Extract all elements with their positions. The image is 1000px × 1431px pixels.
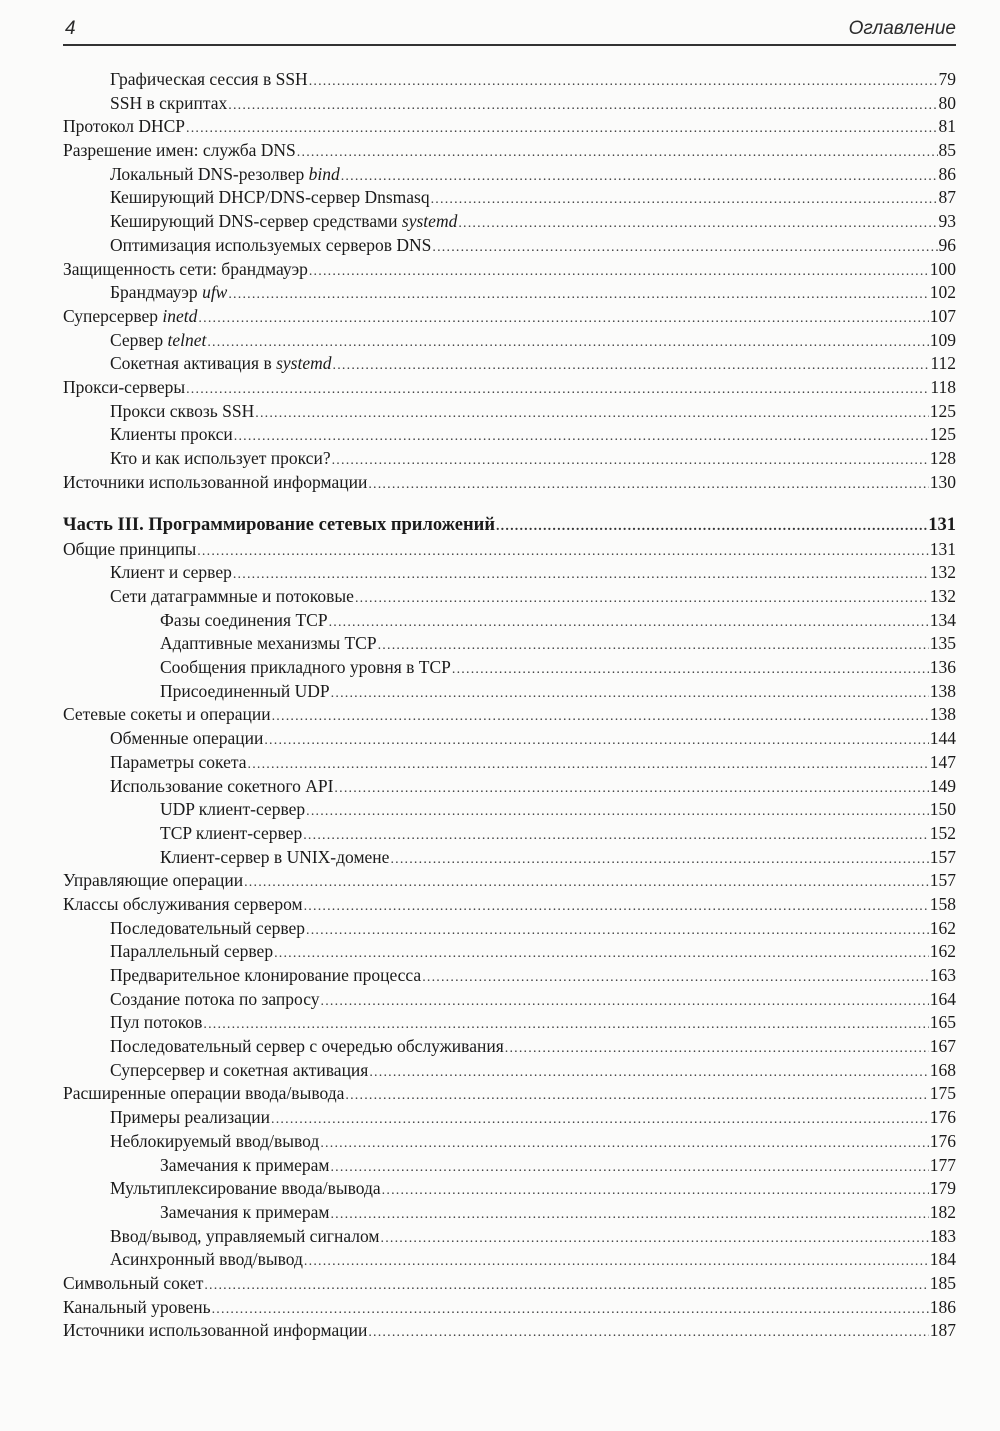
toc-entry[interactable] [63,139,956,163]
dot-leader [203,1013,928,1035]
toc-entry-title: Мультиплексирование ввода/вывода [110,1178,381,1199]
dot-leader [244,871,929,893]
dot-leader [496,515,927,538]
dot-leader [234,425,929,447]
toc-page-number: 135 [929,633,956,654]
toc-page-number: 138 [929,680,956,701]
toc-page-number: 131 [929,538,956,559]
dot-leader [382,1179,929,1201]
toc-entry[interactable] [63,1177,956,1201]
toc-page-number: 176 [929,1130,956,1151]
toc-entry[interactable] [63,281,956,305]
toc-entry[interactable] [63,376,956,400]
dot-leader [345,1084,928,1106]
dot-leader [369,1061,928,1083]
dot-leader [271,1108,929,1130]
toc-entry-title: Оптимизация используемых серверов DNS [110,234,432,255]
toc-page-number: 86 [938,163,956,184]
toc-entry-title: Расширенные операции ввода/вывода [63,1083,345,1104]
toc-entry[interactable] [63,1272,956,1296]
dot-leader [309,260,929,282]
section-title: Оглавление [848,18,956,39]
dot-leader [432,236,937,258]
toc-page-number: 150 [929,799,956,820]
toc-entry[interactable] [63,1225,956,1249]
toc-entry-title: Кто и как использует прокси? [110,448,331,468]
toc-entry[interactable] [63,609,956,633]
toc-page-number: 107 [929,305,956,326]
toc-page-number: 125 [929,400,956,421]
toc-entry-title: Источники использованной информации [63,471,368,492]
toc-entry-title: Последовательный сервер с очередью обслуживания [110,1036,504,1057]
toc-entry-title: Сетевые сокеты и операции [63,704,271,725]
toc-page-number: 175 [929,1083,956,1104]
dot-leader [304,895,929,917]
toc-page-number: 157 [929,846,956,867]
toc-entry-title: Сокетная активация в systemd [110,353,332,374]
toc-page-number: 85 [938,140,956,161]
toc-entry-title: Клиенты прокси [110,424,233,445]
toc-entry[interactable] [63,423,956,447]
dot-leader [422,966,929,988]
dot-leader [330,1203,928,1225]
toc-entry[interactable] [63,1035,956,1059]
toc-page-number: 112 [930,353,956,374]
toc-entry-title: Замечания к примерам [160,1154,330,1175]
toc-entry-title: Общие принципы [63,538,197,559]
toc-page-number: 149 [929,775,956,796]
toc-entry-title: Графическая сессия в SSH [110,69,308,89]
dot-leader [333,354,930,376]
dot-leader [458,212,937,234]
toc-entry-title: Использование сокетного API [110,775,334,796]
toc-page-number: 187 [929,1320,956,1341]
toc-page-number: 93 [938,211,956,232]
dot-leader [390,848,928,870]
toc-page-number: 96 [938,234,956,255]
toc-page-number: 118 [930,376,956,397]
toc-entry-title: Локальный DNS-резолвер bind [110,163,340,184]
dot-leader [431,188,938,210]
dot-leader [274,942,929,964]
toc-entry[interactable] [63,846,956,870]
toc-page-number: 109 [929,329,956,350]
toc-page-number: 158 [929,893,956,914]
toc-page-number: 100 [929,258,956,279]
toc-entry[interactable] [63,68,956,92]
dot-leader [341,165,938,187]
toc-page-number: 132 [929,586,956,607]
toc-page-number: 130 [929,471,956,492]
dot-leader [378,634,929,656]
toc-entry-title: Кеширующий DHCP/DNS-сервер Dnsmasq [110,187,430,208]
toc-entry-title: TCP клиент-сервер [160,822,303,843]
toc-entry[interactable] [63,210,956,234]
toc-entry[interactable] [63,447,956,471]
dot-leader [368,1321,928,1343]
toc-entry[interactable] [63,1319,956,1343]
toc-entry-title: Неблокируемый ввод/вывод [110,1130,320,1151]
dot-leader [186,378,929,400]
toc-entry-title: Часть III. Программирование сетевых приложений [63,514,495,535]
toc-entry[interactable] [63,585,956,609]
toc-entry[interactable] [63,258,956,282]
toc-entry-title: Суперсервер и сокетная активация [110,1059,369,1080]
toc-entry[interactable] [63,822,956,846]
toc-entry-title: Клиент-сервер в UNIX-домене [160,846,390,867]
toc-page-number: 136 [929,657,956,678]
dot-leader [248,753,929,775]
dot-leader [228,94,937,116]
toc-entry-title: Ввод/вывод, управляемый сигналом [110,1225,380,1246]
toc-entry-title: Защищенность сети: брандмауэр [63,258,308,279]
dot-leader [204,1274,928,1296]
toc-page-number: 80 [938,92,956,113]
toc-entry-title: Протокол DHCP [63,116,185,137]
toc-part-heading[interactable] [63,514,956,538]
toc-entry-title: Адаптивные механизмы TCP [160,633,377,654]
dot-leader [304,1250,929,1272]
toc-entry[interactable] [63,751,956,775]
toc-entry[interactable] [63,703,956,727]
toc-entry-title: Создание потока по запросу [110,988,320,1009]
toc-entry[interactable] [63,561,956,585]
running-header [63,14,956,46]
toc-page-number: 157 [929,870,956,891]
toc-page-number: 102 [929,282,956,303]
dot-leader [505,1037,929,1059]
toc-entry-title: Присоединенный UDP [160,680,330,701]
toc-page-number: 132 [929,562,956,583]
toc-entry-title: Классы обслуживания сервером [63,893,303,914]
toc-entry[interactable] [63,1082,956,1106]
toc-page-number: 162 [929,917,956,938]
toc-page-number: 185 [929,1272,956,1293]
dot-leader [334,777,928,799]
dot-leader [255,402,929,424]
toc-entry[interactable] [63,329,956,353]
dot-leader [355,587,929,609]
toc-entry[interactable] [63,234,956,258]
dot-leader [207,331,928,353]
toc-entry[interactable] [63,964,956,988]
toc-entry[interactable] [63,680,956,704]
toc-page-number: 138 [929,704,956,725]
toc-page-number: 147 [929,751,956,772]
toc-page-number: 87 [938,187,956,208]
toc-page-number: 177 [929,1154,956,1175]
dot-leader [297,141,938,163]
dot-leader [331,682,929,704]
toc-entry[interactable] [63,1201,956,1225]
toc-page-number: 167 [929,1036,956,1057]
toc-page-number: 79 [938,69,956,89]
toc-entry-title: Брандмауэр ufw [110,282,228,303]
toc-entry-title: Параллельный сервер [110,941,274,962]
toc-page-number: 184 [929,1249,956,1270]
dot-leader [452,658,929,680]
toc-entry-title: Последовательный сервер [110,917,306,938]
toc-page-number: 125 [929,424,956,445]
toc-entry[interactable] [63,798,956,822]
dot-leader [320,1132,928,1154]
toc-entry-title: Разрешение имен: служба DNS [63,140,296,161]
dot-leader [309,70,938,92]
toc-entry-title: Пул потоков [110,1012,203,1033]
toc-page-number: 131 [928,514,956,535]
dot-leader [198,307,928,329]
toc-entry-title: Прокси-серверы [63,376,186,397]
toc-entry-title: Суперсервер inetd [63,305,198,326]
dot-leader [186,117,938,139]
toc-entry[interactable] [63,1130,956,1154]
toc-page-number: 128 [929,448,956,468]
table-of-contents [63,68,956,1343]
toc-entry[interactable] [63,471,956,495]
toc-entry[interactable] [63,1011,956,1035]
dot-leader [368,473,928,495]
toc-page-number: 163 [929,965,956,986]
toc-entry-title: Прокси сквозь SSH [110,400,255,421]
toc-entry-title: Клиент и сервер [110,562,232,583]
toc-page-number: 179 [929,1178,956,1199]
dot-leader [233,563,929,585]
toc-entry-title: UDP клиент-сервер [160,799,306,820]
dot-leader [212,1298,929,1320]
toc-entry[interactable] [63,92,956,116]
toc-entry[interactable] [63,538,956,562]
toc-entry[interactable] [63,1059,956,1083]
toc-entry[interactable] [63,632,956,656]
toc-entry-title: SSH в скриптах [110,92,228,113]
toc-entry[interactable] [63,917,956,941]
dot-leader [272,705,929,727]
dot-leader [306,919,929,941]
toc-entry-title: Примеры реализации [110,1107,271,1128]
toc-entry[interactable] [63,1154,956,1178]
toc-page-number: 168 [929,1059,956,1080]
toc-page-number: 164 [929,988,956,1009]
toc-page-number: 134 [929,609,956,630]
toc-entry-title: Замечания к примерам [160,1201,330,1222]
toc-entry-title: Источники использованной информации [63,1320,368,1341]
toc-entry[interactable] [63,988,956,1012]
toc-page-number: 144 [929,728,956,749]
dot-leader [303,824,929,846]
toc-entry[interactable] [63,186,956,210]
toc-entry-title: Сети датаграммные и потоковые [110,586,354,607]
dot-leader [330,1156,928,1178]
dot-leader [264,729,928,751]
dot-leader [306,800,929,822]
toc-page-number: 186 [929,1296,956,1317]
dot-leader [197,540,929,562]
toc-entry-title: Фазы соединения TCP [160,609,328,630]
toc-page-number: 81 [938,116,956,137]
toc-entry[interactable] [63,352,956,376]
toc-page-number: 162 [929,941,956,962]
toc-page-number: 183 [929,1225,956,1246]
toc-page-number: 152 [929,822,956,843]
dot-leader [321,990,929,1012]
toc-entry-title: Символьный сокет [63,1272,204,1293]
toc-entry-title: Асинхронный ввод/вывод [110,1249,303,1270]
toc-entry[interactable] [63,869,956,893]
toc-entry-title: Сообщения прикладного уровня в TCP [160,657,451,678]
toc-entry[interactable] [63,163,956,187]
toc-entry[interactable] [63,1248,956,1272]
toc-entry[interactable] [63,115,956,139]
toc-entry-title: Канальный уровень [63,1296,211,1317]
dot-leader [228,283,928,305]
page-number: 4 [65,18,76,39]
toc-entry[interactable] [63,656,956,680]
toc-entry-title: Управляющие операции [63,870,244,891]
toc-entry[interactable] [63,1296,956,1320]
toc-entry[interactable] [63,893,956,917]
toc-page-number: 176 [929,1107,956,1128]
toc-entry[interactable] [63,305,956,329]
toc-entry[interactable] [63,1106,956,1130]
toc-entry[interactable] [63,940,956,964]
toc-entry-title: Кеширующий DNS-сервер средствами systemd [110,211,458,232]
dot-leader [332,449,929,471]
toc-entry-title: Параметры сокета [110,751,247,772]
dot-leader [329,611,929,633]
toc-entry[interactable] [63,775,956,799]
toc-page-number: 165 [929,1012,956,1033]
toc-entry[interactable] [63,727,956,751]
toc-entry-title: Обменные операции [110,728,264,749]
toc-entry[interactable] [63,400,956,424]
dot-leader [381,1227,929,1249]
toc-entry-title: Сервер telnet [110,329,207,350]
toc-entry-title: Предварительное клонирование процесса [110,965,422,986]
toc-page-number: 182 [929,1201,956,1222]
